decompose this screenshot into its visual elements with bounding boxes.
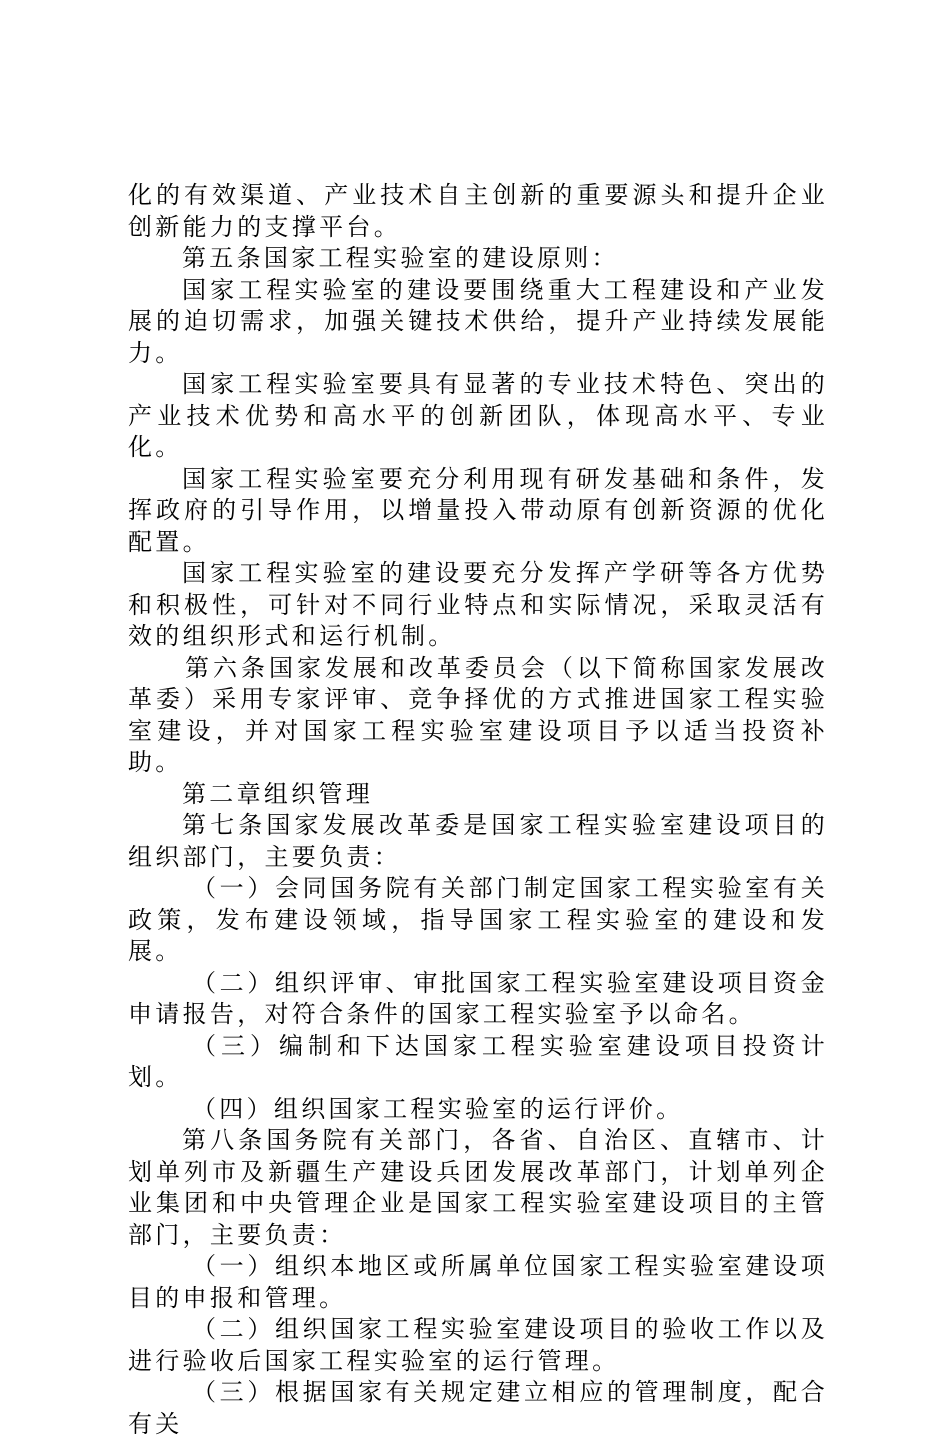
article-6-paragraph: 第六条国家发展和改革委员会（以下简称国家发展改革委）采用专家评审、竞争择优的方式推进国家工程实验室建设，并对国家工程实验室建设项目予以适当投资补助。 bbox=[128, 653, 828, 776]
list-item: （一）会同国务院有关部门制定国家工程实验室有关政策，发布建设领域，指导国家工程实验室的建设和发展。 bbox=[128, 874, 828, 965]
principle-paragraph: 国家工程实验室的建设要围绕重大工程建设和产业发展的迫切需求，加强关键技术供给，提升产业持续发展能力。 bbox=[128, 275, 828, 367]
list-item: （三）编制和下达国家工程实验室建设项目投资计划。 bbox=[128, 1031, 828, 1091]
list-item: （四）组织国家工程实验室的运行评价。 bbox=[192, 1094, 684, 1123]
list-item: （二）组织国家工程实验室建设项目的验收工作以及进行验收后国家工程实验室的运行管理。 bbox=[128, 1315, 828, 1375]
principle-paragraph: 国家工程实验室要充分利用现有研发基础和条件，发挥政府的引导作用，以增量投入带动原有创新资源的优化配置。 bbox=[128, 464, 828, 556]
document-body bbox=[128, 180, 828, 1440]
principle-paragraph: 国家工程实验室的建设要充分发挥产学研等各方优势和积极性，可针对不同行业特点和实际情况，采取灵活有效的组织形式和运行机制。 bbox=[128, 559, 828, 650]
principle-paragraph: 国家工程实验室要具有显著的专业技术特色、突出的产业技术优势和高水平的创新团队，体现高水平、专业化。 bbox=[128, 370, 828, 461]
list-item: （二）组织评审、审批国家工程实验室建设项目资金申请报告，对符合条件的国家工程实验室予以命名。 bbox=[128, 968, 828, 1028]
paragraph-continuation: 化的有效渠道、产业技术自主创新的重要源头和提升企业创新能力的支撑平台。 bbox=[128, 181, 828, 241]
article-7-paragraph: 第七条国家发展改革委是国家工程实验室建设项目的组织部门，主要负责： bbox=[128, 811, 828, 871]
chapter-2-heading: 第二章组织管理 bbox=[182, 779, 374, 808]
list-item: （一）组织本地区或所属单位国家工程实验室建设项目的申报和管理。 bbox=[128, 1252, 828, 1312]
list-item: （三）根据国家有关规定建立相应的管理制度，配合有关 bbox=[128, 1378, 828, 1438]
article-8-paragraph: 第八条国务院有关部门，各省、自治区、直辖市、计划单列市及新疆生产建设兵团发展改革部门，计划单列企业集团和中央管理企业是国家工程实验室建设项目的主管部门，主要负责： bbox=[128, 1126, 828, 1249]
article-5-heading: 第五条国家工程实验室的建设原则： bbox=[182, 244, 619, 272]
